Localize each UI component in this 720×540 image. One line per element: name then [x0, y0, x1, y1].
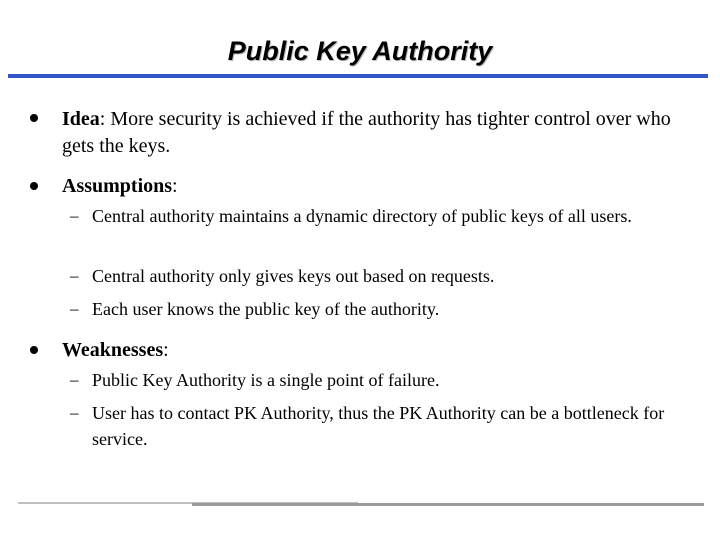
bullet-dot-icon	[30, 114, 38, 122]
footer-divider	[192, 503, 704, 506]
bullet-assumptions	[62, 173, 692, 200]
sub-item: User has to contact PK Authority, thus the PK Authority can be a bottleneck for service.	[92, 403, 665, 449]
slide-title: Public Key Authority	[227, 36, 493, 66]
bullet-text: : More security is achieved if the authority has tighter control over who gets the keys.	[62, 108, 671, 157]
dash-icon: –	[70, 370, 79, 389]
bullet-dot-icon	[30, 182, 38, 190]
title-underline	[8, 74, 708, 78]
dash-icon: –	[70, 403, 79, 422]
sub-item: Public Key Authority is a single point of failure.	[92, 370, 440, 390]
sub-item: Central authority only gives keys out based on requests.	[92, 266, 495, 286]
bullet-idea	[62, 106, 692, 160]
sub-item: Each user knows the public key of the authority.	[92, 299, 440, 319]
bullet-text: :	[172, 175, 178, 197]
dash-icon: –	[70, 266, 79, 285]
bullet-term: Idea	[62, 108, 100, 130]
dash-icon: –	[70, 206, 79, 225]
bullet-text: :	[163, 339, 169, 361]
bullet-term: Weaknesses	[62, 339, 164, 361]
bullet-dot-icon	[30, 346, 38, 354]
bullet-term: Assumptions	[62, 175, 173, 197]
sub-item: Central authority maintains a dynamic directory of public keys of all users.	[92, 206, 632, 226]
dash-icon: –	[70, 299, 79, 318]
bullet-weaknesses	[62, 337, 692, 364]
